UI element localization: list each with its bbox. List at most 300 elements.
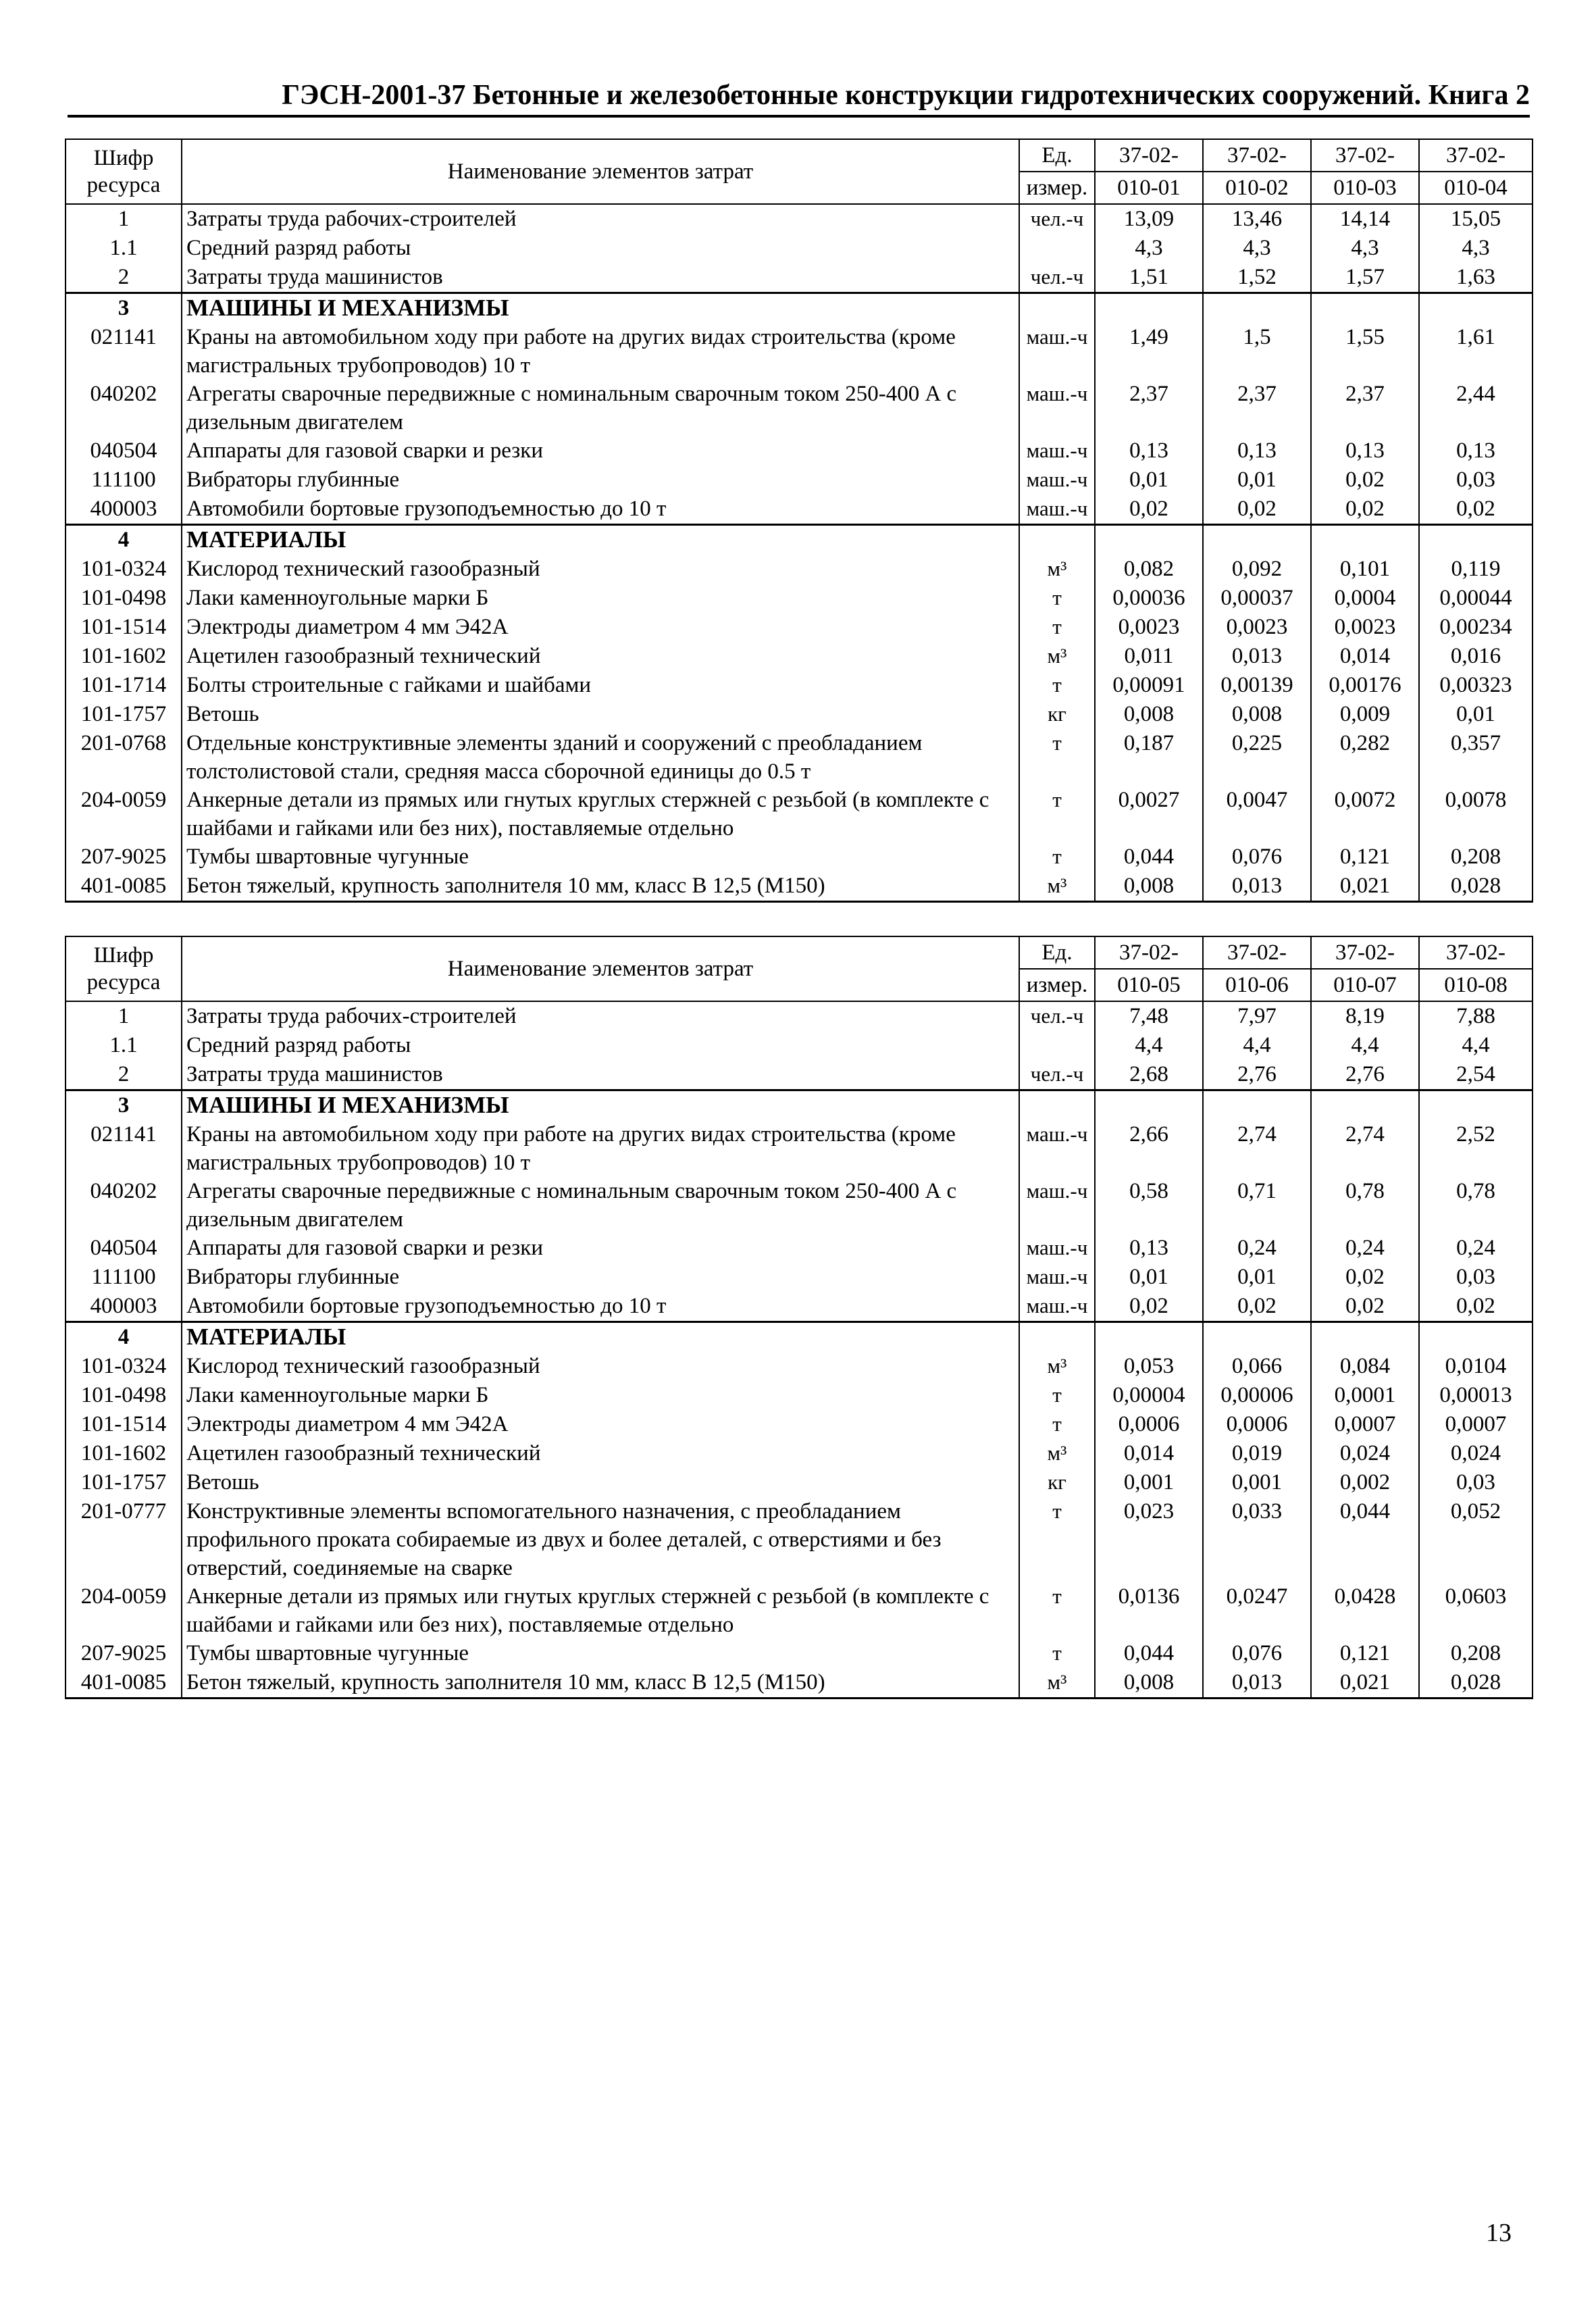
resource-name: Бетон тяжелый, крупность заполнителя 10 мм, класс В 12,5 (М150) [182, 1668, 1019, 1699]
norm-value: 7,88 [1419, 1001, 1533, 1031]
norm-value: 0,02 [1095, 1292, 1203, 1322]
norm-value: 0,013 [1203, 872, 1311, 902]
norm-value: 0,02 [1311, 495, 1419, 525]
norm-value: 1,51 [1095, 263, 1203, 293]
unit-cell: маш.-ч [1019, 1177, 1095, 1234]
resource-code: 1 [66, 204, 182, 234]
norm-value [1095, 525, 1203, 555]
norm-value: 0,71 [1203, 1177, 1311, 1234]
norm-value: 0,13 [1203, 436, 1311, 466]
norm-value: 2,68 [1095, 1060, 1203, 1090]
resource-name: МАШИНЫ И МЕХАНИЗМЫ [182, 1090, 1019, 1121]
resource-name: Ветошь [182, 700, 1019, 729]
norm-value: 2,54 [1419, 1060, 1533, 1090]
resource-name: Ацетилен газообразный технический [182, 642, 1019, 671]
unit-cell: м³ [1019, 872, 1095, 902]
norm-value: 0,00234 [1419, 613, 1533, 642]
norm-value: 4,4 [1311, 1031, 1419, 1060]
resource-name: Агрегаты сварочные передвижные с номинальным сварочным током 250-400 А с дизельным двигателем [182, 380, 1019, 436]
norm-value: 4,3 [1311, 234, 1419, 263]
unit-cell: маш.-ч [1019, 495, 1095, 525]
norm-value: 0,044 [1095, 1639, 1203, 1668]
unit-cell: м³ [1019, 1668, 1095, 1699]
unit-cell: маш.-ч [1019, 436, 1095, 466]
header-name: Наименование элементов затрат [182, 936, 1019, 1001]
norm-value: 4,3 [1095, 234, 1203, 263]
unit-cell: чел.-ч [1019, 204, 1095, 234]
resource-name: Электроды диаметром 4 мм Э42А [182, 613, 1019, 642]
table-row [66, 466, 1533, 495]
resource-name: Вибраторы глубинные [182, 466, 1019, 495]
norm-value: 2,37 [1203, 380, 1311, 436]
norm-value: 0,002 [1311, 1468, 1419, 1497]
norm-value: 1,57 [1311, 263, 1419, 293]
resource-code: 101-1602 [66, 642, 182, 671]
resource-code: 204-0059 [66, 1582, 182, 1639]
norm-value [1419, 293, 1533, 324]
norm-value: 0,014 [1311, 642, 1419, 671]
table-row [66, 1263, 1533, 1292]
norm-value: 0,13 [1095, 1234, 1203, 1263]
resource-name: Лаки каменноугольные марки Б [182, 584, 1019, 613]
norm-value [1095, 1090, 1203, 1121]
norm-value: 0,0603 [1419, 1582, 1533, 1639]
norm-value: 0,0023 [1311, 613, 1419, 642]
unit-cell: т [1019, 613, 1095, 642]
resource-code: 204-0059 [66, 786, 182, 842]
resource-code: 101-1757 [66, 700, 182, 729]
resource-code: 101-1514 [66, 613, 182, 642]
norm-value: 7,48 [1095, 1001, 1203, 1031]
resource-name: Затраты труда рабочих-строителей [182, 204, 1019, 234]
norm-value: 0,02 [1095, 495, 1203, 525]
unit-cell: маш.-ч [1019, 323, 1095, 380]
norm-value: 0,001 [1203, 1468, 1311, 1497]
table-row [66, 1497, 1533, 1582]
unit-cell [1019, 525, 1095, 555]
resource-code: 400003 [66, 1292, 182, 1322]
norm-value: 0,028 [1419, 872, 1533, 902]
resource-code: 101-1757 [66, 1468, 182, 1497]
resource-code: 401-0085 [66, 1668, 182, 1699]
table-row [66, 642, 1533, 671]
norm-value: 0,0007 [1311, 1410, 1419, 1439]
norm-value: 0,0027 [1095, 786, 1203, 842]
norm-value [1311, 525, 1419, 555]
table-row [66, 323, 1533, 380]
norm-value: 0,121 [1311, 842, 1419, 872]
norm-value: 0,0004 [1311, 584, 1419, 613]
norm-value: 0,01 [1095, 1263, 1203, 1292]
resource-name: Бетон тяжелый, крупность заполнителя 10 мм, класс В 12,5 (М150) [182, 872, 1019, 902]
norm-value: 2,37 [1311, 380, 1419, 436]
resource-name: Ветошь [182, 1468, 1019, 1497]
norm-value: 2,37 [1095, 380, 1203, 436]
norm-value: 15,05 [1419, 204, 1533, 234]
resource-code: 401-0085 [66, 872, 182, 902]
resource-code: 040504 [66, 1234, 182, 1263]
resource-table-1 [65, 139, 1533, 903]
table-row [66, 495, 1533, 525]
norm-value: 0,092 [1203, 555, 1311, 584]
norm-value: 0,024 [1419, 1439, 1533, 1468]
header-norm: 37-02- 010-06 [1203, 936, 1311, 1001]
norm-value: 0,0078 [1419, 786, 1533, 842]
table-row [66, 380, 1533, 436]
table-row [66, 1439, 1533, 1468]
norm-value: 0,13 [1311, 436, 1419, 466]
resource-code: 3 [66, 1090, 182, 1121]
norm-value: 1,52 [1203, 263, 1311, 293]
norm-value: 2,74 [1311, 1120, 1419, 1177]
norm-value: 0,02 [1311, 1292, 1419, 1322]
unit-cell: маш.-ч [1019, 1292, 1095, 1322]
table-row [66, 263, 1533, 293]
table-row [66, 555, 1533, 584]
resource-code: 040202 [66, 380, 182, 436]
resource-name: Средний разряд работы [182, 1031, 1019, 1060]
resource-code: 101-0498 [66, 584, 182, 613]
resource-code: 101-0324 [66, 1352, 182, 1381]
norm-value: 0,076 [1203, 1639, 1311, 1668]
resource-code: 207-9025 [66, 1639, 182, 1668]
norm-value: 0,24 [1203, 1234, 1311, 1263]
norm-value: 0,24 [1419, 1234, 1533, 1263]
norm-value: 0,0428 [1311, 1582, 1419, 1639]
norm-value [1095, 1322, 1203, 1353]
resource-code: 1.1 [66, 234, 182, 263]
unit-cell: м³ [1019, 1439, 1095, 1468]
norm-value: 0,13 [1095, 436, 1203, 466]
table-row [66, 1120, 1533, 1177]
norm-value: 2,76 [1203, 1060, 1311, 1090]
norm-value: 0,0007 [1419, 1410, 1533, 1439]
norm-value: 0,0072 [1311, 786, 1419, 842]
resource-name: Затраты труда машинистов [182, 263, 1019, 293]
resource-name: Автомобили бортовые грузоподъемностью до 10 т [182, 495, 1019, 525]
norm-value: 0,023 [1095, 1497, 1203, 1582]
table-row [66, 729, 1533, 786]
norm-value: 0,011 [1095, 642, 1203, 671]
norm-value: 2,44 [1419, 380, 1533, 436]
unit-cell: маш.-ч [1019, 380, 1095, 436]
norm-value: 0,044 [1311, 1497, 1419, 1582]
resource-code: 400003 [66, 495, 182, 525]
resource-code: 1.1 [66, 1031, 182, 1060]
norm-value: 4,4 [1095, 1031, 1203, 1060]
norm-value [1419, 1090, 1533, 1121]
resource-name: Агрегаты сварочные передвижные с номинальным сварочным током 250-400 А с дизельным двигателем [182, 1177, 1019, 1234]
resource-code: 101-1602 [66, 1439, 182, 1468]
norm-value: 0,014 [1095, 1439, 1203, 1468]
header-unit: Ед. измер. [1019, 936, 1095, 1001]
unit-cell: т [1019, 729, 1095, 786]
norm-value [1203, 1322, 1311, 1353]
resource-code: 101-1714 [66, 671, 182, 700]
norm-value: 0,0006 [1203, 1410, 1311, 1439]
resource-code: 040504 [66, 436, 182, 466]
resource-code: 111100 [66, 466, 182, 495]
table-row [66, 1410, 1533, 1439]
resource-code: 040202 [66, 1177, 182, 1234]
norm-value: 0,02 [1311, 1263, 1419, 1292]
unit-cell [1019, 293, 1095, 324]
resource-name: Краны на автомобильном ходу при работе на других видах строительства (кроме магистральных трубопроводов) 10 т [182, 1120, 1019, 1177]
norm-value: 0,0001 [1311, 1381, 1419, 1410]
norm-value: 13,09 [1095, 204, 1203, 234]
norm-value: 0,13 [1419, 436, 1533, 466]
norm-value: 0,78 [1311, 1177, 1419, 1234]
norm-value: 0,01 [1095, 466, 1203, 495]
norm-value [1203, 525, 1311, 555]
norm-value: 4,3 [1419, 234, 1533, 263]
resource-name: Тумбы швартовные чугунные [182, 842, 1019, 872]
norm-value: 2,66 [1095, 1120, 1203, 1177]
norm-value [1203, 1090, 1311, 1121]
norm-value [1419, 525, 1533, 555]
norm-value: 1,5 [1203, 323, 1311, 380]
unit-cell: т [1019, 1497, 1095, 1582]
resource-name: Болты строительные с гайками и шайбами [182, 671, 1019, 700]
norm-value: 0,076 [1203, 842, 1311, 872]
table-row [66, 1177, 1533, 1234]
resource-code: 021141 [66, 1120, 182, 1177]
table-row [66, 584, 1533, 613]
unit-cell: кг [1019, 700, 1095, 729]
unit-cell [1019, 1090, 1095, 1121]
norm-value: 0,008 [1095, 872, 1203, 902]
header-norm: 37-02- 010-01 [1095, 139, 1203, 204]
norm-value: 0,084 [1311, 1352, 1419, 1381]
resource-table-2 [65, 936, 1533, 1699]
header-name: Наименование элементов затрат [182, 139, 1019, 204]
norm-value: 0,082 [1095, 555, 1203, 584]
header-norm: 37-02- 010-07 [1311, 936, 1419, 1001]
norm-value: 0,02 [1311, 466, 1419, 495]
table-row [66, 525, 1533, 555]
resource-name: Вибраторы глубинные [182, 1263, 1019, 1292]
unit-cell: м³ [1019, 555, 1095, 584]
unit-cell: маш.-ч [1019, 1263, 1095, 1292]
norm-value: 1,61 [1419, 323, 1533, 380]
norm-value: 0,01 [1419, 700, 1533, 729]
unit-cell: кг [1019, 1468, 1095, 1497]
header-norm: 37-02- 010-02 [1203, 139, 1311, 204]
resource-name: Аппараты для газовой сварки и резки [182, 1234, 1019, 1263]
table-row [66, 1668, 1533, 1699]
norm-value: 0,208 [1419, 1639, 1533, 1668]
norm-value: 2,74 [1203, 1120, 1311, 1177]
unit-cell: маш.-ч [1019, 1120, 1095, 1177]
unit-cell: чел.-ч [1019, 1001, 1095, 1031]
unit-cell: т [1019, 671, 1095, 700]
resource-code: 4 [66, 1322, 182, 1353]
unit-cell: чел.-ч [1019, 1060, 1095, 1090]
norm-value: 0,00091 [1095, 671, 1203, 700]
resource-name: Затраты труда рабочих-строителей [182, 1001, 1019, 1031]
table-row [66, 1468, 1533, 1497]
resource-code: 111100 [66, 1263, 182, 1292]
norm-value: 0,208 [1419, 842, 1533, 872]
header-norm: 37-02- 010-05 [1095, 936, 1203, 1001]
resource-code: 1 [66, 1001, 182, 1031]
unit-cell: м³ [1019, 642, 1095, 671]
norm-value: 0,009 [1311, 700, 1419, 729]
norm-value: 4,3 [1203, 234, 1311, 263]
unit-cell: т [1019, 1582, 1095, 1639]
norm-value: 0,78 [1419, 1177, 1533, 1234]
resource-code: 4 [66, 525, 182, 555]
table-row [66, 842, 1533, 872]
resource-name: Средний разряд работы [182, 234, 1019, 263]
norm-value [1419, 1322, 1533, 1353]
norm-value: 0,03 [1419, 1468, 1533, 1497]
table-row [66, 1090, 1533, 1121]
table-row [66, 1060, 1533, 1090]
header-code: Шифр ресурса [66, 936, 182, 1001]
unit-cell: т [1019, 584, 1095, 613]
resource-code: 101-0498 [66, 1381, 182, 1410]
table-row [66, 234, 1533, 263]
norm-value: 0,00013 [1419, 1381, 1533, 1410]
resource-name: Затраты труда машинистов [182, 1060, 1019, 1090]
norm-value: 0,225 [1203, 729, 1311, 786]
norm-value: 0,00044 [1419, 584, 1533, 613]
norm-value [1311, 293, 1419, 324]
norm-value: 8,19 [1311, 1001, 1419, 1031]
table-row [66, 1639, 1533, 1668]
page-number: 13 [1486, 2219, 1512, 2247]
norm-value: 0,03 [1419, 466, 1533, 495]
norm-value: 0,02 [1419, 495, 1533, 525]
norm-value: 14,14 [1311, 204, 1419, 234]
norm-value: 0,58 [1095, 1177, 1203, 1234]
resource-code: 201-0768 [66, 729, 182, 786]
resource-name: Кислород технический газообразный [182, 1352, 1019, 1381]
norm-value: 0,282 [1311, 729, 1419, 786]
norm-value: 0,00006 [1203, 1381, 1311, 1410]
norm-value: 0,024 [1311, 1439, 1419, 1468]
resource-name: МАТЕРИАЛЫ [182, 1322, 1019, 1353]
norm-value: 0,016 [1419, 642, 1533, 671]
resource-name: МАШИНЫ И МЕХАНИЗМЫ [182, 293, 1019, 324]
resource-name: Краны на автомобильном ходу при работе на других видах строительства (кроме магистральных трубопроводов) 10 т [182, 323, 1019, 380]
header-norm: 37-02- 010-04 [1419, 139, 1533, 204]
header-unit: Ед. измер. [1019, 139, 1095, 204]
norm-value: 0,0136 [1095, 1582, 1203, 1639]
table-row [66, 786, 1533, 842]
norm-value: 0,052 [1419, 1497, 1533, 1582]
resource-name: Электроды диаметром 4 мм Э42А [182, 1410, 1019, 1439]
resource-code: 101-1514 [66, 1410, 182, 1439]
norm-value: 0,053 [1095, 1352, 1203, 1381]
norm-value: 0,066 [1203, 1352, 1311, 1381]
norm-value [1203, 293, 1311, 324]
norm-value: 0,019 [1203, 1439, 1311, 1468]
norm-value: 0,00036 [1095, 584, 1203, 613]
norm-value: 0,357 [1419, 729, 1533, 786]
unit-cell: т [1019, 786, 1095, 842]
table-row [66, 872, 1533, 902]
table-row [66, 1322, 1533, 1353]
table-row [66, 1352, 1533, 1381]
unit-cell: т [1019, 1410, 1095, 1439]
norm-value: 0,013 [1203, 1668, 1311, 1699]
norm-value: 0,021 [1311, 1668, 1419, 1699]
norm-value: 0,021 [1311, 872, 1419, 902]
norm-value: 0,24 [1311, 1234, 1419, 1263]
norm-value: 0,01 [1203, 1263, 1311, 1292]
resource-name: Отдельные конструктивные элементы зданий и сооружений с преобладанием толстолистовой стали, средняя масса сборочной единицы до 0.5 т [182, 729, 1019, 786]
norm-value: 0,00037 [1203, 584, 1311, 613]
norm-value: 0,028 [1419, 1668, 1533, 1699]
unit-cell: чел.-ч [1019, 263, 1095, 293]
resource-code: 021141 [66, 323, 182, 380]
norm-value: 0,101 [1311, 555, 1419, 584]
unit-cell: маш.-ч [1019, 466, 1095, 495]
resource-name: Ацетилен газообразный технический [182, 1439, 1019, 1468]
unit-cell [1019, 1031, 1095, 1060]
table-row [66, 1381, 1533, 1410]
header-code: Шифр ресурса [66, 139, 182, 204]
norm-value: 0,121 [1311, 1639, 1419, 1668]
norm-value: 1,63 [1419, 263, 1533, 293]
norm-value: 0,01 [1203, 466, 1311, 495]
norm-value [1095, 293, 1203, 324]
norm-value: 2,76 [1311, 1060, 1419, 1090]
header-norm: 37-02- 010-08 [1419, 936, 1533, 1001]
norm-value [1311, 1090, 1419, 1121]
resource-name: Конструктивные элементы вспомогательного назначения, с преобладанием профильного проката собираемые из двух и более деталей, с отверстиями и без отверстий, соединяемые на сварке [182, 1497, 1019, 1582]
unit-cell: т [1019, 842, 1095, 872]
norm-value: 0,0023 [1203, 613, 1311, 642]
resource-code: 101-0324 [66, 555, 182, 584]
norm-value: 0,033 [1203, 1497, 1311, 1582]
norm-value: 0,00176 [1311, 671, 1419, 700]
unit-cell [1019, 234, 1095, 263]
resource-code: 207-9025 [66, 842, 182, 872]
table-row [66, 613, 1533, 642]
resource-code: 2 [66, 1060, 182, 1090]
table-row [66, 204, 1533, 234]
resource-name: Кислород технический газообразный [182, 555, 1019, 584]
page-header: ГЭСН-2001-37 Бетонные и железобетонные конструкции гидротехнических сооружений. Книга 2 [68, 76, 1530, 118]
table-row [66, 1001, 1533, 1031]
norm-value: 2,52 [1419, 1120, 1533, 1177]
resource-name: Тумбы швартовные чугунные [182, 1639, 1019, 1668]
norm-value: 7,97 [1203, 1001, 1311, 1031]
table-row [66, 1292, 1533, 1322]
norm-value: 0,008 [1095, 700, 1203, 729]
norm-value: 0,187 [1095, 729, 1203, 786]
resource-name: Аппараты для газовой сварки и резки [182, 436, 1019, 466]
norm-value: 0,00004 [1095, 1381, 1203, 1410]
resource-name: Анкерные детали из прямых или гнутых круглых стержней с резьбой (в комплекте с шайбами и гайками или без них), поставляемые отдельно [182, 786, 1019, 842]
norm-value: 0,02 [1419, 1292, 1533, 1322]
norm-value: 0,119 [1419, 555, 1533, 584]
header-norm: 37-02- 010-03 [1311, 139, 1419, 204]
norm-value: 0,00139 [1203, 671, 1311, 700]
norm-value: 0,02 [1203, 1292, 1311, 1322]
norm-value: 13,46 [1203, 204, 1311, 234]
norm-value: 0,00323 [1419, 671, 1533, 700]
norm-value: 0,0023 [1095, 613, 1203, 642]
table-row [66, 436, 1533, 466]
table-row [66, 700, 1533, 729]
norm-value: 4,4 [1203, 1031, 1311, 1060]
resource-code: 3 [66, 293, 182, 324]
resource-code: 2 [66, 263, 182, 293]
